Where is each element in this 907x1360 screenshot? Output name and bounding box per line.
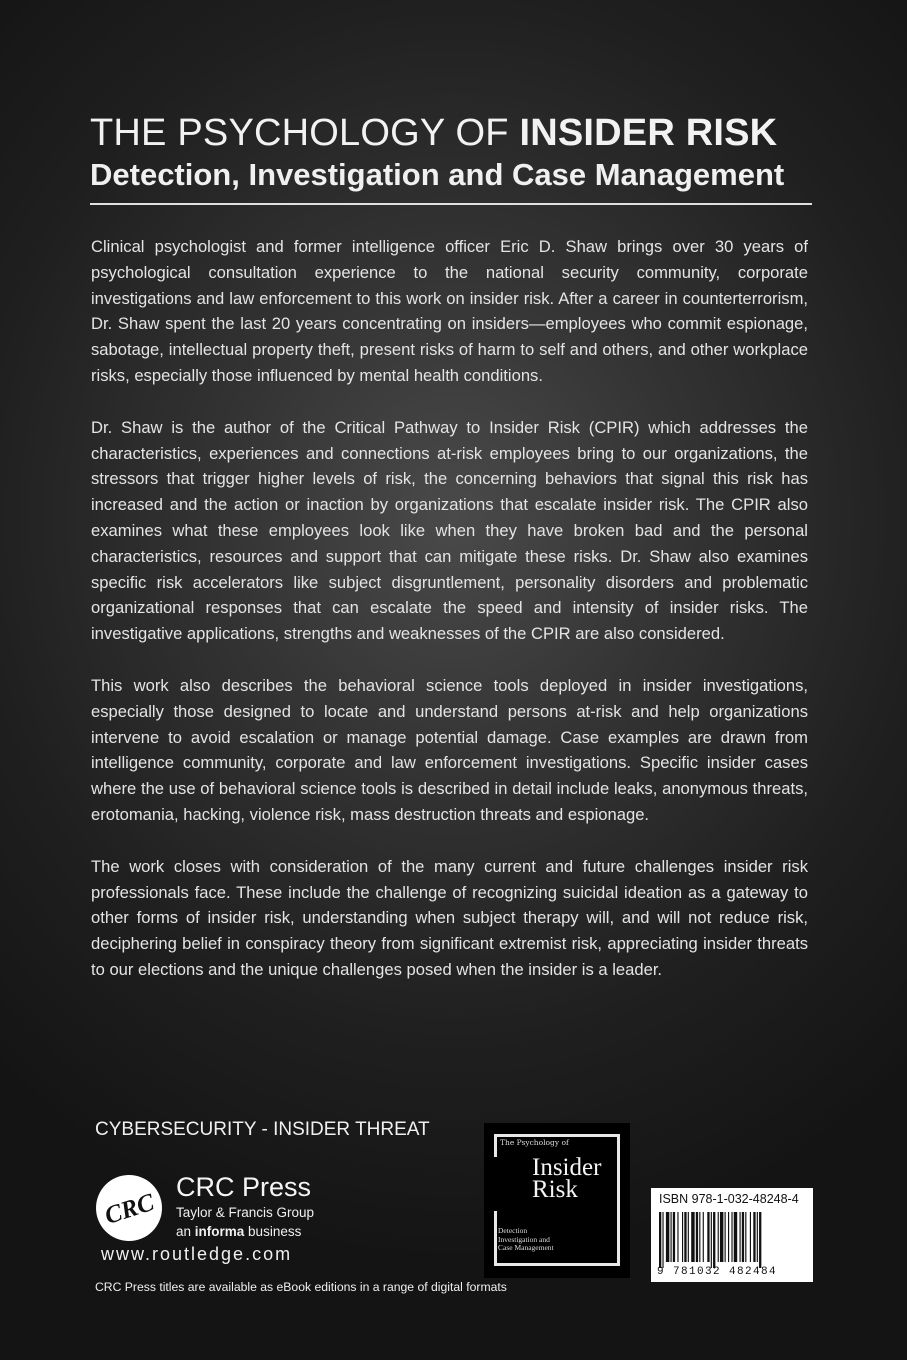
barcode-bar bbox=[753, 1212, 755, 1262]
barcode-bar bbox=[711, 1212, 712, 1268]
barcode-bar bbox=[718, 1212, 719, 1262]
barcode-bar bbox=[720, 1212, 723, 1262]
thumbnail-sub-line: Case Management bbox=[498, 1243, 554, 1252]
blurb bbox=[91, 234, 808, 1009]
thumbnail-sub-line: Detection bbox=[498, 1226, 528, 1235]
barcode-bar bbox=[713, 1212, 715, 1268]
thumbnail-big-line: Insider bbox=[532, 1154, 602, 1181]
barcode-bar bbox=[682, 1212, 683, 1262]
thumbnail-sub-line: Investigation and bbox=[498, 1234, 550, 1244]
barcode-bar bbox=[734, 1212, 737, 1262]
barcode-bar bbox=[699, 1212, 700, 1262]
thumbnail-big-title bbox=[532, 1154, 602, 1203]
publisher-name: CRC Press bbox=[176, 1172, 312, 1202]
book-subtitle: Detection, Investigation and Case Management bbox=[90, 157, 785, 192]
book-title bbox=[90, 112, 820, 155]
blurb-paragraph: Dr. Shaw is the author of the Critical Pathway to Insider Risk (CPIR) which addresses the characteristics, experiences and connections at-risk employees bring to our organizations, the stressors that trigger higher levels of risk, the concerning behaviors that signal this risk has increased and the action or inaction by organizations that escalate insider risk. The CPIR also examines what these employees look like when they have broken bad and the personal characteristics, resources and support that can mitigate these risks. Dr. Shaw also examines specific risk accelerators like subject disgruntlement, personality disorders and problematic organizational responses that can escalate the speed and intensity of insider risks. The investigative applications, strengths and weaknesses of the CPIR are also considered. bbox=[91, 417, 808, 644]
crc-logo-text: CRC bbox=[101, 1188, 158, 1230]
isbn-digits: 9 781032 482484 bbox=[657, 1266, 778, 1278]
barcode-bar bbox=[750, 1212, 751, 1262]
title-divider bbox=[90, 203, 812, 205]
book-title-light: THE PSYCHOLOGY OF bbox=[90, 112, 520, 154]
informa-bold: informa bbox=[194, 1224, 245, 1239]
barcode-bar bbox=[740, 1212, 741, 1262]
barcode-bar bbox=[731, 1212, 732, 1262]
blurb-paragraph: The work closes with consideration of the many current and future challenges insider risk professionals face. These include the challenge of recognizing suicidal ideation as a gateway to other forms of insider risk, understanding when subject therapy will, and will not reduce risk, deciphering belief in conspiracy theory from significant extremist risk, appreciating insider threats to our elections and the unique challenges posed when the insider is a leader. bbox=[91, 856, 808, 979]
barcode-bar bbox=[671, 1212, 672, 1262]
barcode-bar bbox=[696, 1212, 698, 1262]
barcode-bar bbox=[677, 1212, 678, 1262]
informa-prefix: an bbox=[176, 1224, 195, 1239]
barcode-bar bbox=[673, 1212, 675, 1262]
publisher-website[interactable]: www.routledge.com bbox=[101, 1244, 293, 1264]
barcode-bar bbox=[728, 1212, 729, 1262]
barcode-bar bbox=[757, 1212, 758, 1262]
barcode-bar bbox=[725, 1212, 726, 1262]
subject-category: CYBERSECURITY - INSIDER THREAT bbox=[95, 1119, 430, 1140]
informa-tagline bbox=[176, 1224, 301, 1239]
ebook-note: CRC Press titles are available as eBook editions in a range of digital formats bbox=[95, 1280, 507, 1294]
barcode-bar bbox=[666, 1212, 669, 1262]
cover-thumbnail bbox=[484, 1123, 630, 1278]
barcode-bar bbox=[684, 1212, 686, 1262]
barcode-bar bbox=[659, 1212, 661, 1268]
blurb-paragraph: Clinical psychologist and former intelligence officer Eric D. Shaw brings over 30 years of psychological consultation experience to the national security community, corporate investigations and law enforcement to this work on insider risk. After a career in counterterrorism, Dr. Shaw spent the last 20 years concentrating on insiders—employees who commit espionage, sabotage, intellectual property theft, present risks of harm to self and others, and other workplace risks, especially those influenced by mental health conditions. bbox=[91, 237, 808, 385]
thumbnail-big-line: Risk bbox=[532, 1176, 578, 1203]
informa-suffix: business bbox=[244, 1224, 302, 1239]
barcode-bar bbox=[691, 1212, 694, 1262]
isbn-label: ISBN 978-1-032-48248-4 bbox=[659, 1192, 799, 1206]
barcode-bar bbox=[662, 1212, 663, 1268]
barcode bbox=[657, 1212, 807, 1268]
publisher-group: Taylor & Francis Group bbox=[176, 1205, 315, 1220]
isbn-barcode-box bbox=[651, 1188, 813, 1282]
book-title-bold: INSIDER RISK bbox=[519, 112, 778, 154]
barcode-bar bbox=[688, 1212, 689, 1262]
barcode-bar bbox=[707, 1212, 709, 1262]
barcode-bar bbox=[745, 1212, 746, 1262]
thumbnail-subtitle bbox=[498, 1227, 608, 1253]
thumbnail-small-title: The Psychology of bbox=[500, 1138, 569, 1147]
crc-press-logo bbox=[94, 1173, 164, 1243]
barcode-bar bbox=[742, 1212, 744, 1262]
blurb-paragraph: This work also describes the behavioral science tools deployed in insider investigations, especially those designed to locate and understand persons at-risk and help organizations intervene to avoid escalation or manage potential damage. Case examples are drawn from intelligence community, corporate and law enforcement investigations. Specific insider cases where the use of behavioral science tools is described in detail include leaks, anonymous threats, erotomania, hacking, violence risk, mass destruction threats and espionage. bbox=[91, 675, 808, 824]
barcode-bar bbox=[759, 1212, 761, 1268]
barcode-bar bbox=[703, 1212, 704, 1262]
